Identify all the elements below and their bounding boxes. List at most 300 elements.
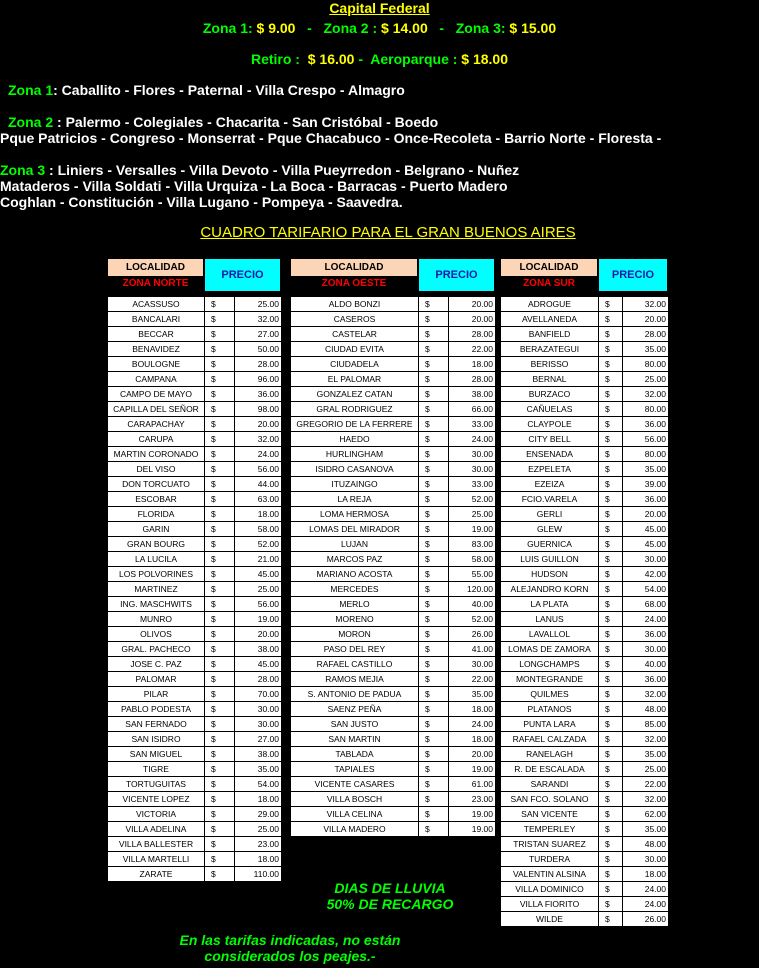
zone-oeste-label: ZONA OESTE — [291, 276, 417, 291]
table-row — [501, 702, 669, 717]
locality-name: RAMOS MEJIA — [291, 672, 419, 687]
currency-symbol: $ — [419, 372, 449, 387]
zone3-fare-label: - Zona 3: — [427, 20, 510, 36]
price-value: 36.00 — [623, 417, 669, 432]
currency-symbol: $ — [599, 867, 623, 882]
price-value: 38.00 — [449, 387, 496, 402]
locality-name: LANUS — [501, 612, 599, 627]
currency-symbol: $ — [419, 822, 449, 837]
locality-name: CLAYPOLE — [501, 417, 599, 432]
currency-symbol: $ — [599, 342, 623, 357]
currency-symbol: $ — [419, 357, 449, 372]
table-row — [291, 447, 496, 462]
table-row — [501, 327, 669, 342]
price-value: 30.00 — [623, 642, 669, 657]
currency-symbol: $ — [205, 792, 235, 807]
locality-name: VILLA CELINA — [291, 807, 419, 822]
table-row — [291, 702, 496, 717]
currency-symbol: $ — [205, 537, 235, 552]
price-value: 24.00 — [449, 717, 496, 732]
currency-symbol: $ — [419, 792, 449, 807]
table-row — [108, 852, 282, 867]
price-value: 18.00 — [449, 357, 496, 372]
price-value: 30.00 — [235, 702, 282, 717]
price-value: 25.00 — [449, 507, 496, 522]
locality-name: OLIVOS — [108, 627, 205, 642]
locality-name: S. ANTONIO DE PADUA — [291, 687, 419, 702]
zone3-neighborhoods: : Liniers - Versalles - Villa Devoto - Villa Pueyrredon - Belgrano - Nuñez — [45, 162, 520, 178]
table-row — [291, 687, 496, 702]
currency-symbol: $ — [599, 537, 623, 552]
currency-symbol: $ — [419, 582, 449, 597]
currency-symbol: $ — [419, 747, 449, 762]
currency-symbol: $ — [419, 432, 449, 447]
locality-name: FLORIDA — [108, 507, 205, 522]
price-value: 22.00 — [623, 777, 669, 792]
locality-name: MERCEDES — [291, 582, 419, 597]
locality-name: PABLO PODESTA — [108, 702, 205, 717]
currency-symbol: $ — [599, 387, 623, 402]
locality-name: GERLI — [501, 507, 599, 522]
price-value: 21.00 — [235, 552, 282, 567]
price-value: 24.00 — [623, 612, 669, 627]
currency-symbol: $ — [205, 702, 235, 717]
table-row — [108, 477, 282, 492]
price-value: 25.00 — [235, 582, 282, 597]
currency-symbol: $ — [419, 507, 449, 522]
locality-name: GRAN BOURG — [108, 537, 205, 552]
currency-symbol: $ — [419, 597, 449, 612]
currency-symbol: $ — [599, 612, 623, 627]
table-row — [108, 357, 282, 372]
locality-name: PASO DEL REY — [291, 642, 419, 657]
currency-symbol: $ — [599, 672, 623, 687]
aeroparque-value: $ 18.00 — [461, 51, 509, 67]
price-value: 45.00 — [235, 657, 282, 672]
currency-symbol: $ — [599, 687, 623, 702]
currency-symbol: $ — [599, 792, 623, 807]
currency-symbol: $ — [205, 837, 235, 852]
table-row — [108, 492, 282, 507]
currency-symbol: $ — [599, 432, 623, 447]
table-row — [108, 657, 282, 672]
table-row — [291, 582, 496, 597]
locality-name: BERISSO — [501, 357, 599, 372]
table-row — [291, 567, 496, 582]
capital-fares-line — [0, 20, 759, 36]
table-row — [501, 492, 669, 507]
locality-name: PALOMAR — [108, 672, 205, 687]
table-row — [501, 732, 669, 747]
table-row — [291, 612, 496, 627]
table-row — [501, 462, 669, 477]
currency-symbol: $ — [599, 312, 623, 327]
zone2-neighborhoods-line2: Pque Patricios - Congreso - Monserrat - Pque Chacabuco - Once-Recoleta - Barrio Norte - Floresta - — [0, 130, 662, 146]
locality-name: MARTIN CORONADO — [108, 447, 205, 462]
aeroparque-label: - Aeroparque : — [354, 51, 462, 67]
norte-price-header: PRECIO — [204, 258, 281, 292]
currency-symbol: $ — [205, 507, 235, 522]
price-value: 22.00 — [449, 342, 496, 357]
currency-symbol: $ — [205, 357, 235, 372]
locality-name: RAFAEL CALZADA — [501, 732, 599, 747]
price-value: 33.00 — [449, 417, 496, 432]
price-value: 20.00 — [235, 417, 282, 432]
price-value: 52.00 — [449, 612, 496, 627]
locality-header-label: LOCALIDAD — [324, 262, 384, 273]
currency-symbol: $ — [599, 897, 623, 912]
currency-symbol: $ — [205, 852, 235, 867]
currency-symbol: $ — [205, 732, 235, 747]
currency-symbol: $ — [205, 582, 235, 597]
table-row — [291, 327, 496, 342]
currency-symbol: $ — [599, 597, 623, 612]
currency-symbol: $ — [205, 312, 235, 327]
tolls-note-line2: considerados los peajes.- — [204, 948, 376, 964]
price-value: 48.00 — [623, 702, 669, 717]
table-row — [108, 447, 282, 462]
table-row — [108, 732, 282, 747]
currency-symbol: $ — [419, 807, 449, 822]
rain-surcharge-note — [290, 880, 490, 912]
table-row — [108, 327, 282, 342]
price-value: 36.00 — [623, 672, 669, 687]
currency-symbol: $ — [419, 537, 449, 552]
locality-name: WILDE — [501, 912, 599, 927]
currency-symbol: $ — [205, 672, 235, 687]
price-value: 24.00 — [235, 447, 282, 462]
zone-sur-label: ZONA SUR — [501, 276, 597, 291]
currency-symbol: $ — [599, 447, 623, 462]
locality-name: RANELAGH — [501, 747, 599, 762]
price-value: 27.00 — [235, 327, 282, 342]
table-row — [291, 597, 496, 612]
locality-header-label: LOCALIDAD — [519, 262, 579, 273]
price-value: 19.00 — [449, 822, 496, 837]
locality-name: BANCALARI — [108, 312, 205, 327]
locality-name: TAPIALES — [291, 762, 419, 777]
locality-name: BURZACO — [501, 387, 599, 402]
price-value: 35.00 — [449, 687, 496, 702]
price-value: 68.00 — [623, 597, 669, 612]
price-value: 19.00 — [235, 612, 282, 627]
locality-name: ALEJANDRO KORN — [501, 582, 599, 597]
table-row — [291, 777, 496, 792]
price-value: 54.00 — [623, 582, 669, 597]
currency-symbol: $ — [419, 492, 449, 507]
currency-symbol: $ — [599, 822, 623, 837]
price-value: 27.00 — [235, 732, 282, 747]
table-row — [501, 672, 669, 687]
locality-name: SAN MARTIN — [291, 732, 419, 747]
table-row — [291, 477, 496, 492]
price-value: 44.00 — [235, 477, 282, 492]
locality-name: CAMPO DE MAYO — [108, 387, 205, 402]
currency-symbol: $ — [205, 447, 235, 462]
currency-symbol: $ — [205, 372, 235, 387]
table-row — [291, 417, 496, 432]
locality-name: BOULOGNE — [108, 357, 205, 372]
currency-symbol: $ — [599, 852, 623, 867]
rain-note-line1: DIAS DE LLUVIA — [334, 880, 446, 896]
price-value: 24.00 — [449, 432, 496, 447]
currency-symbol: $ — [205, 342, 235, 357]
locality-name: MARIANO ACOSTA — [291, 567, 419, 582]
price-value: 40.00 — [449, 597, 496, 612]
locality-name: VILLA BOSCH — [291, 792, 419, 807]
currency-symbol: $ — [419, 552, 449, 567]
price-value: 56.00 — [235, 462, 282, 477]
currency-symbol: $ — [419, 327, 449, 342]
table-row — [108, 597, 282, 612]
price-value: 28.00 — [449, 327, 496, 342]
price-value: 28.00 — [449, 372, 496, 387]
price-value: 50.00 — [235, 342, 282, 357]
currency-symbol: $ — [205, 642, 235, 657]
fare-table-title: CUADRO TARIFARIO PARA EL GRAN BUENOS AIRES — [200, 224, 576, 241]
currency-symbol: $ — [419, 417, 449, 432]
table-row — [291, 342, 496, 357]
zona-norte-table — [107, 296, 282, 882]
table-row — [291, 432, 496, 447]
price-value: 52.00 — [235, 537, 282, 552]
table-row — [501, 582, 669, 597]
price-value: 36.00 — [623, 492, 669, 507]
locality-name: SAN VICENTE — [501, 807, 599, 822]
locality-name: RAFAEL CASTILLO — [291, 657, 419, 672]
price-value: 24.00 — [623, 882, 669, 897]
currency-symbol: $ — [419, 312, 449, 327]
zone2-description — [8, 114, 438, 130]
table-row — [501, 312, 669, 327]
price-value: 32.00 — [235, 432, 282, 447]
price-value: 83.00 — [449, 537, 496, 552]
table-row — [501, 432, 669, 447]
table-row — [501, 522, 669, 537]
locality-name: BANFIELD — [501, 327, 599, 342]
currency-symbol: $ — [205, 297, 235, 312]
price-value: 38.00 — [235, 642, 282, 657]
table-row — [501, 867, 669, 882]
locality-name: GLEW — [501, 522, 599, 537]
locality-name: SAN FERNADO — [108, 717, 205, 732]
table-row — [501, 552, 669, 567]
oeste-price-header: PRECIO — [418, 258, 495, 292]
table-row — [501, 507, 669, 522]
zone3-fare-value: $ 15.00 — [509, 20, 557, 36]
currency-symbol: $ — [599, 372, 623, 387]
price-value: 58.00 — [449, 552, 496, 567]
currency-symbol: $ — [599, 297, 623, 312]
price-value: 18.00 — [235, 792, 282, 807]
table-row — [501, 627, 669, 642]
currency-symbol: $ — [419, 702, 449, 717]
locality-name: LUJAN — [291, 537, 419, 552]
locality-name: CIUDADELA — [291, 357, 419, 372]
table-row — [108, 522, 282, 537]
table-row — [501, 342, 669, 357]
price-value: 20.00 — [449, 312, 496, 327]
locality-name: VICENTE LOPEZ — [108, 792, 205, 807]
locality-name: LONGCHAMPS — [501, 657, 599, 672]
price-value: 35.00 — [623, 342, 669, 357]
table-row — [108, 672, 282, 687]
table-row — [291, 762, 496, 777]
currency-symbol: $ — [599, 912, 623, 927]
table-row — [108, 552, 282, 567]
table-row — [108, 792, 282, 807]
currency-symbol: $ — [599, 702, 623, 717]
currency-symbol: $ — [599, 477, 623, 492]
price-value: 48.00 — [623, 837, 669, 852]
table-row — [501, 807, 669, 822]
table-row — [501, 567, 669, 582]
locality-name: AVELLANEDA — [501, 312, 599, 327]
price-value: 28.00 — [235, 672, 282, 687]
locality-name: SAENZ PEÑA — [291, 702, 419, 717]
retiro-value: $ 16.00 — [307, 51, 355, 67]
currency-symbol: $ — [205, 717, 235, 732]
locality-name: CITY BELL — [501, 432, 599, 447]
price-value: 41.00 — [449, 642, 496, 657]
currency-symbol: $ — [205, 402, 235, 417]
norte-locality-header — [107, 258, 204, 292]
sur-price-header: PRECIO — [598, 258, 668, 292]
table-row — [501, 387, 669, 402]
table-row — [501, 597, 669, 612]
table-row — [501, 762, 669, 777]
currency-symbol: $ — [205, 762, 235, 777]
currency-symbol: $ — [205, 627, 235, 642]
currency-symbol: $ — [599, 582, 623, 597]
currency-symbol: $ — [599, 717, 623, 732]
table-row — [501, 792, 669, 807]
price-value: 30.00 — [235, 717, 282, 732]
price-value: 54.00 — [235, 777, 282, 792]
table-row — [108, 837, 282, 852]
locality-name: SARANDI — [501, 777, 599, 792]
currency-symbol: $ — [599, 522, 623, 537]
currency-symbol: $ — [599, 732, 623, 747]
currency-symbol: $ — [419, 477, 449, 492]
currency-symbol: $ — [205, 612, 235, 627]
locality-name: VILLA BALLESTER — [108, 837, 205, 852]
locality-name: BECCAR — [108, 327, 205, 342]
currency-symbol: $ — [205, 552, 235, 567]
currency-symbol: $ — [419, 342, 449, 357]
locality-name: ZARATE — [108, 867, 205, 882]
currency-symbol: $ — [419, 462, 449, 477]
locality-name: LAVALLOL — [501, 627, 599, 642]
locality-name: GRAL. PACHECO — [108, 642, 205, 657]
zone1-fare-label: Zona 1: — [202, 20, 257, 36]
locality-name: LOMAS DEL MIRADOR — [291, 522, 419, 537]
price-value: 56.00 — [623, 432, 669, 447]
currency-symbol: $ — [419, 522, 449, 537]
price-value: 18.00 — [235, 507, 282, 522]
locality-name: MONTEGRANDE — [501, 672, 599, 687]
price-value: 29.00 — [235, 807, 282, 822]
table-row — [108, 402, 282, 417]
table-row — [108, 747, 282, 762]
locality-name: MUNRO — [108, 612, 205, 627]
zone3-description — [0, 162, 519, 178]
locality-name: TURDERA — [501, 852, 599, 867]
price-value: 18.00 — [235, 852, 282, 867]
table-row — [291, 717, 496, 732]
currency-symbol: $ — [599, 327, 623, 342]
price-value: 20.00 — [235, 627, 282, 642]
table-row — [108, 717, 282, 732]
price-value: 24.00 — [623, 897, 669, 912]
locality-name: TEMPERLEY — [501, 822, 599, 837]
price-value: 19.00 — [449, 522, 496, 537]
table-row — [501, 837, 669, 852]
locality-name: HAEDO — [291, 432, 419, 447]
currency-symbol: $ — [599, 507, 623, 522]
currency-symbol: $ — [205, 417, 235, 432]
table-row — [291, 537, 496, 552]
table-row — [291, 657, 496, 672]
table-row — [291, 507, 496, 522]
currency-symbol: $ — [419, 717, 449, 732]
price-value: 33.00 — [449, 477, 496, 492]
locality-name: R. DE ESCALADA — [501, 762, 599, 777]
table-row — [108, 777, 282, 792]
table-row — [501, 357, 669, 372]
currency-symbol: $ — [205, 867, 235, 882]
locality-name: MORENO — [291, 612, 419, 627]
locality-name: BERNAL — [501, 372, 599, 387]
locality-name: VILLA DOMINICO — [501, 882, 599, 897]
table-row — [108, 312, 282, 327]
locality-name: LA REJA — [291, 492, 419, 507]
price-value: 25.00 — [623, 372, 669, 387]
price-value: 28.00 — [623, 327, 669, 342]
zone-norte-label: ZONA NORTE — [108, 276, 203, 291]
zone2-label: Zona 2 — [8, 114, 54, 130]
price-value: 80.00 — [623, 447, 669, 462]
price-value: 23.00 — [235, 837, 282, 852]
currency-symbol: $ — [205, 597, 235, 612]
currency-symbol: $ — [205, 477, 235, 492]
table-row — [108, 687, 282, 702]
locality-name: CIUDAD EVITA — [291, 342, 419, 357]
price-value: 110.00 — [235, 867, 282, 882]
price-value: 20.00 — [623, 312, 669, 327]
table-row — [501, 852, 669, 867]
currency-symbol: $ — [419, 762, 449, 777]
zone3-neighborhoods-line2: Mataderos - Villa Soldati - Villa Urquiza - La Boca - Barracas - Puerto Madero — [0, 178, 508, 194]
price-value: 45.00 — [623, 522, 669, 537]
currency-symbol: $ — [599, 657, 623, 672]
table-row — [501, 537, 669, 552]
price-value: 58.00 — [235, 522, 282, 537]
table-row — [291, 627, 496, 642]
locality-name: MORON — [291, 627, 419, 642]
tolls-note-line1: En las tarifas indicadas, no están — [179, 932, 401, 948]
currency-symbol: $ — [599, 882, 623, 897]
locality-name: CASEROS — [291, 312, 419, 327]
price-value: 18.00 — [623, 867, 669, 882]
locality-name: VILLA MARTELLI — [108, 852, 205, 867]
table-row — [291, 387, 496, 402]
price-value: 120.00 — [449, 582, 496, 597]
price-value: 25.00 — [235, 297, 282, 312]
currency-symbol: $ — [599, 642, 623, 657]
price-value: 80.00 — [623, 402, 669, 417]
currency-symbol: $ — [205, 462, 235, 477]
